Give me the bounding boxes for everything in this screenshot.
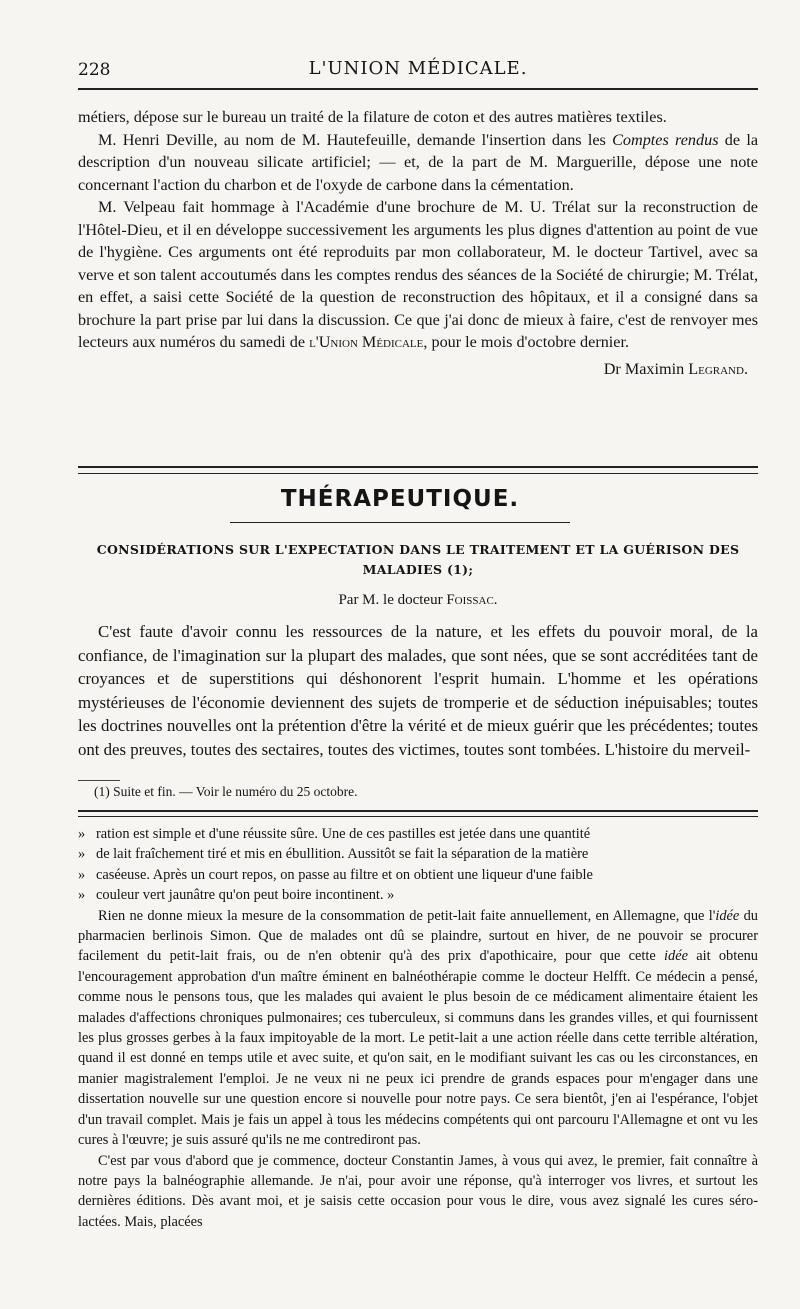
academy-report-continuation [78,106,758,379]
article-byline [78,592,758,609]
feuilleton-paragraph-simon [78,906,758,1151]
union-medicale-smallcaps: l'Union Médicale [309,333,424,351]
article-title-line-1: CONSIDÉRATIONS SUR L'EXPECTATION DANS LE TRAITEMENT ET LA GUÉRISON DES [96,542,740,557]
idee-italic: idée [664,948,688,965]
paragraph-textiles: métiers, dépose sur le bureau un traité de la filature de coton et des autres matières textiles. [78,108,667,126]
quote-line [78,824,758,844]
author-signature [78,360,758,379]
quote-marker: » [78,846,86,863]
footnote-rule [78,780,120,781]
journal-title: L'UNION MÉDICALE. [308,58,528,79]
signature-surname: Legrand. [688,359,748,378]
quote-marker: » [78,826,86,842]
signature-name: Dr Maximin [603,359,685,378]
quote-line [78,865,758,885]
quote-line-text: ration est simple et d'une réussite sûre. Une de ces pastilles est jetée dans une quantité [96,826,591,842]
idee-italic: idée [715,907,740,924]
header-rule [78,88,758,90]
paragraph-deville-text-b: de la description d'un nouveau silicate artificiel; — et, de la part de M. Marguerille, dépose une note concernant l'action du charbon et de l'oxyde de carbone dans la cémentation. [78,130,759,194]
simon-text-b: du pharmacien berlinois Simon. Que de malades ont dû se plaindre, surtout en hiver, de ne pouvoir se procurer facilement du petit-lait frais, ou de n'en obtenir qu'à des prix d'apothicaire, pour que cette [78,907,758,965]
article-title-line-2: MALADIES (1); [362,562,474,577]
quote-line-text: couleur vert jaunâtre qu'on peut boire incontinent. » [96,887,395,904]
quote-line [78,844,758,864]
feuilleton-separator-rule [78,810,758,817]
simon-text-c: ait obtenu l'encouragement approbation d'un maître éminent en balnéothérapie comme le docteur Helfft. Ce médecin a pensé, comme nous le pensons tous, que les malades qui avaient le plus besoin de ce médicament alimentaire étaient les malades d'affections chroniques pulmonaires; ces tuberculeux, si communs dans les grandes villes, et qui fournissent les plus grosses gerbes à la faux impitoyable de la mort. Le petit-lait a une action réelle dans cette terrible altération, quand il est donné en temps utile et avec suite, et qu'on sait, en le modifiant suivant les cas ou les circonstances, en manier magistralement l'emploi. Je ne veux ni ne peux ici prendre de grands espaces pour m'engager dans une dissertation nouvelle sur une question encore si nouvelle pour notre pays. Ce sera bientôt, j'en ai l'espérance, l'objet d'un travail complet. Mais je fais un appel à tous les médecins compétents qui ont parcouru l'Allemagne et ont vu les cures à l'œuvre; je suis assuré qu'ils ne me contrediront pas. [78,948,759,1149]
paragraph-deville-text-a: M. Henri Deville, au nom de M. Hautefeuille, demande l'insertion dans les [98,130,606,149]
paragraph-deville [78,129,758,197]
quote-marker: » [78,866,86,883]
byline-author: Foissac. [446,592,498,608]
article-title [78,540,758,580]
paragraph-velpeau [78,196,758,354]
simon-text-a: Rien ne donne mieux la mesure de la consommation de petit-lait faite annuellement, en Allemagne, que l' [98,907,716,924]
feuilleton-paragraph-james: C'est par vous d'abord que je commence, docteur Constantin James, à vous qui avez, le premier, fait connaître à notre pays la balnéographie allemande. Je n'ai, pour avoir une réponse, qu'à interroger vos livres, et surtout les dernières éditions. Dès avant moi, et je saisis cette occasion pour vous le dire, vous avez signalé les cures séro-lactées. Mais, placées [78,1152,758,1230]
quoted-passage [78,824,758,906]
quote-line [78,885,758,905]
section-title: THÉRAPEUTIQUE. [280,486,520,512]
comptes-rendus-italic: Comptes rendus [612,130,719,149]
quote-line-text: de lait fraîchement tiré et mis en ébullition. Aussitôt se fait la séparation de la matière [96,846,589,863]
quote-marker: » [78,887,86,904]
feuilleton-column [78,824,758,1232]
quote-line-text: caséeuse. Après un court repos, on passe au filtre et on obtient une liqueur d'une faible [96,866,593,883]
page-number: 228 [78,60,111,80]
section-title-underline [230,522,570,523]
byline-text: Par M. le docteur [338,592,443,608]
footnote: (1) Suite et fin. — Voir le numéro du 25 octobre. [94,784,358,799]
therapeutique-article-body [78,620,758,761]
section-separator-rule [78,466,758,474]
paragraph-velpeau-text-b: , pour le mois d'octobre dernier. [423,333,630,351]
article-paragraph-1: C'est faute d'avoir connu les ressources de la nature, et les effets du pouvoir moral, de la confiance, de l'imagination sur la plupart des malades, que sont nées, que se sont accréditées tant de croyances et de superstitions qui déshonorent l'esprit humain. L'homme et les opérations mystérieuses de l'économie deviennent des sujets de tromperie et de séduction inépuisables; toutes les doctrines nouvelles ont la prétention d'être la vérité et de mieux guérir que les précédentes; toutes ont des preuves, toutes des sectaires, toutes des victimes, toutes sont tombées. L'histoire du merveil- [78,622,758,759]
page-header [78,58,758,88]
paragraph-velpeau-text-a: M. Velpeau fait hommage à l'Académie d'une brochure de M. U. Trélat sur la reconstruction de l'Hôtel-Dieu, et il en développe successivement les arguments les plus dignes d'attention au point de vue de l'hygiène. Ces arguments ont été reproduits par mon collaborateur, M. le docteur Tartivel, avec sa verve et son talent accoutumés dans les comptes rendus des séances de la Société de chirurgie; M. Trélat, en effet, a saisi cette Société de la question de reconstruction des hôpitaux, et il a consigné dans sa brochure la part prise par lui dans la discussion. Ce que j'ai donc de mieux à faire, c'est de renvoyer mes lecteurs aux numéros du samedi de [78,198,758,351]
